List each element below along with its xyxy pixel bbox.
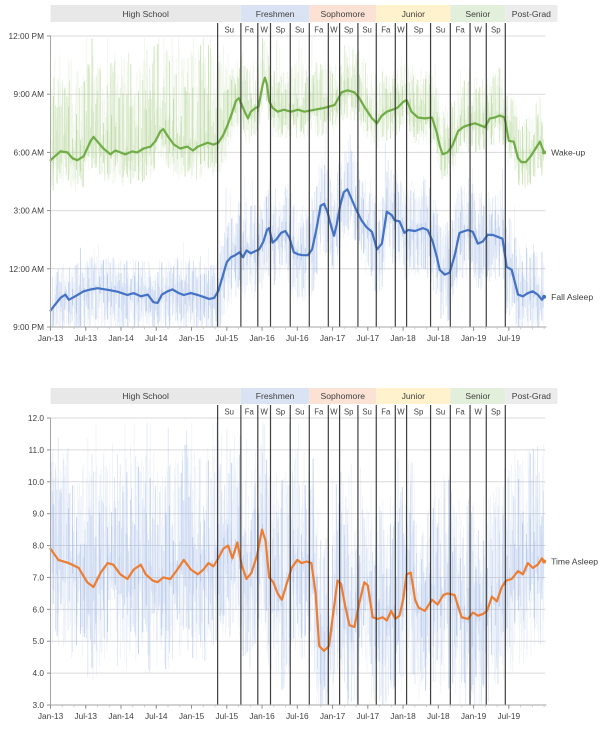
x-tick-label: Jul-15 — [215, 333, 239, 343]
period-label: Su — [435, 407, 446, 417]
x-tick-label: Jul-18 — [427, 333, 450, 343]
period-label: Su — [362, 407, 372, 417]
y-tick-label: 5.0 — [32, 636, 44, 647]
period-label: Su — [224, 407, 235, 417]
period-band-label: High School — [122, 391, 169, 401]
x-tick-label: Jan-16 — [249, 711, 275, 721]
x-tick-label: Jan-18 — [390, 333, 416, 343]
period-label: Fa — [314, 407, 324, 417]
y-tick-label: 3.0 — [32, 700, 44, 710]
x-tick-label: Jul-16 — [285, 711, 309, 721]
y-tick-label: 12.0 — [27, 413, 44, 423]
period-label: Sp — [413, 25, 424, 35]
y-tick-label: 4.0 — [32, 668, 44, 679]
x-tick-label: Jan-14 — [108, 333, 134, 343]
x-tick-label: Jul-17 — [356, 711, 380, 721]
time-asleep-series-label: Time Asleep — [551, 556, 599, 567]
x-tick-label: Jan-18 — [390, 711, 416, 721]
period-label: W — [474, 407, 482, 417]
x-tick-label: Jul-13 — [74, 333, 98, 343]
y-tick-label: 9:00 AM — [13, 89, 44, 100]
period-label: Sp — [343, 407, 354, 417]
x-tick-label: Jul-14 — [144, 333, 168, 343]
period-label: W — [260, 407, 268, 417]
x-tick-label: Jan-13 — [37, 711, 64, 721]
wake-up-line-end-dot — [542, 150, 546, 154]
x-tick-label: Jul-19 — [497, 711, 521, 721]
period-band-label: Freshmen — [255, 9, 295, 19]
x-tick-label: Jul-14 — [144, 711, 168, 721]
y-tick-label: 10.0 — [27, 476, 44, 487]
period-label: W — [397, 25, 405, 35]
period-label: Su — [362, 25, 372, 35]
x-tick-label: Jul-18 — [427, 711, 450, 721]
y-tick-label: 9.0 — [32, 508, 44, 519]
period-label: W — [397, 407, 405, 417]
period-label: Fa — [455, 25, 465, 35]
period-label: Su — [224, 25, 235, 35]
period-band-label: Post-Grad — [511, 391, 551, 401]
period-label: Su — [435, 25, 446, 35]
time-asleep-line-end-dot — [542, 560, 546, 564]
x-tick-label: Jan-17 — [319, 333, 346, 343]
y-tick-label: 12:00 AM — [8, 263, 44, 274]
period-label: Fa — [381, 25, 391, 35]
period-band-label: Junior — [401, 9, 425, 19]
period-band-label: Senior — [465, 9, 491, 19]
fall-asleep-series-label: Fall Asleep — [551, 291, 594, 302]
y-tick-label: 3:00 AM — [13, 205, 44, 216]
x-tick-label: Jan-19 — [460, 333, 487, 343]
x-tick-label: Jan-15 — [178, 333, 205, 343]
y-tick-label: 8.0 — [32, 540, 44, 551]
period-band-label: Junior — [401, 391, 425, 401]
period-band-label: Sophomore — [320, 9, 365, 19]
period-label: W — [330, 407, 338, 417]
period-label: Sp — [275, 25, 286, 35]
x-tick-label: Jan-16 — [249, 333, 275, 343]
period-label: Fa — [314, 25, 324, 35]
period-label: Fa — [244, 25, 254, 35]
period-band-label: Post-Grad — [511, 9, 551, 19]
y-tick-label: 7.0 — [32, 572, 44, 583]
wake-up-daily-noise — [53, 38, 542, 190]
period-label: Sp — [491, 407, 501, 417]
period-label: W — [260, 25, 268, 35]
period-label: W — [330, 25, 338, 35]
x-tick-label: Jan-13 — [37, 333, 64, 343]
period-band-label: Freshmen — [255, 391, 295, 401]
period-band-label: Sophomore — [320, 391, 365, 401]
x-tick-label: Jul-19 — [497, 333, 521, 343]
x-tick-label: Jan-17 — [319, 711, 346, 721]
x-tick-label: Jul-17 — [356, 333, 380, 343]
period-label: Sp — [343, 25, 354, 35]
period-label: Sp — [275, 407, 286, 417]
period-label: Fa — [455, 407, 465, 417]
period-label: Sp — [491, 25, 501, 35]
x-tick-label: Jan-14 — [108, 711, 134, 721]
y-tick-label: 12:00 PM — [8, 31, 44, 41]
period-label: W — [474, 25, 482, 35]
period-label: Su — [294, 407, 305, 417]
wake-up-series-label: Wake-up — [551, 147, 586, 158]
period-band-label: High School — [122, 9, 169, 19]
y-tick-label: 6:00 AM — [13, 147, 44, 158]
x-tick-label: Jul-16 — [285, 333, 309, 343]
y-tick-label: 6.0 — [32, 604, 44, 615]
time-asleep-svg — [0, 378, 608, 732]
period-label: Sp — [413, 407, 424, 417]
x-tick-label: Jan-19 — [460, 711, 487, 721]
period-label: Su — [294, 25, 305, 35]
fall-asleep-line-end-dot — [542, 295, 546, 299]
period-band-label: Senior — [465, 391, 491, 401]
x-tick-label: Jan-15 — [178, 711, 205, 721]
y-tick-label: 9:00 PM — [13, 322, 44, 332]
x-tick-label: Jul-15 — [215, 711, 239, 721]
time-asleep-chart — [0, 378, 608, 732]
y-tick-label: 11.0 — [28, 444, 44, 455]
period-label: Fa — [244, 407, 254, 417]
period-label: Fa — [381, 407, 391, 417]
x-tick-label: Jul-13 — [74, 711, 98, 721]
